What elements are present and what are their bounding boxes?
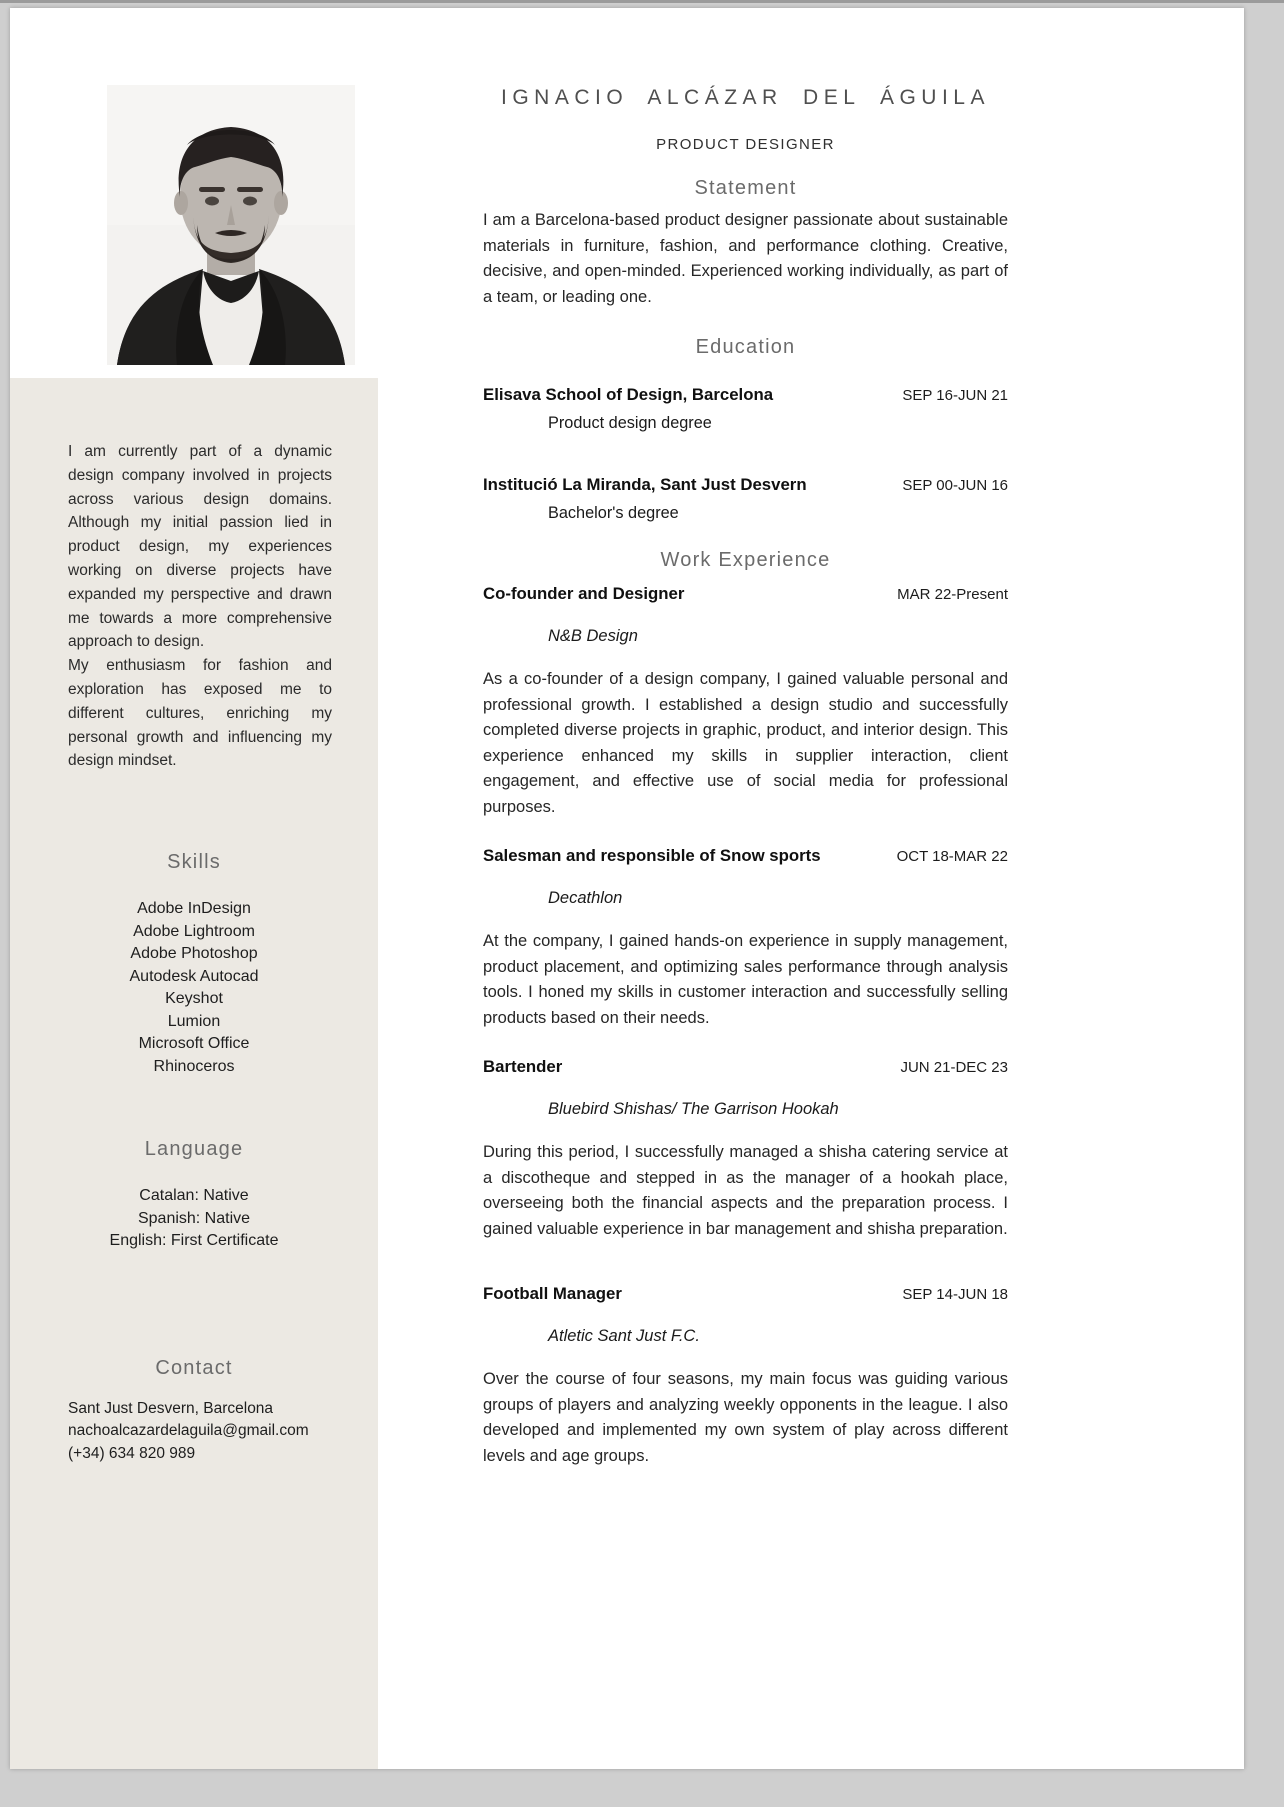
education-school: Institució La Miranda, Sant Just Desvern [483, 475, 807, 494]
skills-list [10, 898, 378, 1078]
about-text [10, 440, 378, 773]
education-dates: SEP 16-JUN 21 [902, 387, 1008, 404]
education-degree: Product design degree [548, 414, 712, 432]
experience-entry [483, 1284, 1008, 1304]
education-dates: SEP 00-JUN 16 [902, 477, 1008, 494]
portrait-photo-image [107, 85, 355, 365]
experience-company: Atletic Sant Just F.C. [548, 1327, 700, 1345]
about-paragraph-1: I am currently part of a dynamic design company involved in projects across various design domains. Although my initial passion lied in product design, my experiences working on diverse projects have expanded my perspective and drawn me towards a more comprehensive approach to design. [68, 443, 332, 651]
person-name: IGNACIO ALCÁZAR DEL ÁGUILA [501, 86, 990, 109]
contact-location: Sant Just Desvern, Barcelona [68, 1399, 274, 1417]
experience-dates: MAR 22-Present [897, 586, 1008, 603]
contact-list [10, 1398, 378, 1466]
skill-item: Microsoft Office [138, 1035, 250, 1053]
experience-entry [483, 1057, 1008, 1077]
experience-role: Football Manager [483, 1284, 622, 1303]
statement-heading: Statement [694, 177, 797, 199]
language-list [10, 1185, 378, 1253]
main-column [483, 86, 1008, 1469]
experience-dates: OCT 18-MAR 22 [896, 848, 1008, 865]
skill-item: Keyshot [165, 990, 223, 1008]
skills-heading: Skills [167, 851, 221, 874]
experience-description: At the company, I gained hands-on experience in supply management, product placement, and optimizing sales performance through analysis tools. I honed my skills in customer interaction and successfully selling products based on their needs. [483, 932, 1008, 1027]
education-degree: Bachelor's degree [548, 504, 679, 522]
sidebar [10, 378, 378, 1769]
contact-phone: (+34) 634 820 989 [68, 1444, 196, 1462]
experience-description: During this period, I successfully managed a shisha catering service at a discotheque and stepped in as the manager of a hookah place, overseeing both the financial aspects and the preparation process. I gained valuable experience in bar management and shisha preparation. [483, 1143, 1008, 1238]
experience-company: N&B Design [548, 627, 638, 645]
statement-text: I am a Barcelona-based product designer passionate about sustainable materials in furniture, fashion, and performance clothing. Creative, decisive, and open-minded. Experienced working individually, as part of a team, or leading one. [483, 211, 1008, 306]
experience-entry [483, 584, 1008, 604]
experience-description: Over the course of four seasons, my main focus was guiding various groups of players and analyzing weekly opponents in the league. I also developed and implemented my own system of play across different levels and age groups. [483, 1370, 1008, 1465]
education-entry [483, 475, 1008, 495]
experience-description: As a co-founder of a design company, I gained valuable personal and professional growth. I established a design studio and successfully completed diverse projects in graphic, product, and interior design. This experience enhanced my skills in supplier interaction, client engagement, and effective use of social media for professional purposes. [483, 670, 1008, 816]
experience-role: Bartender [483, 1057, 563, 1076]
education-entry [483, 385, 1008, 405]
skill-item: Autodesk Autocad [129, 967, 259, 985]
skill-item: Adobe Photoshop [130, 945, 258, 963]
experience-dates: JUN 21-DEC 23 [900, 1059, 1008, 1076]
skill-item: Rhinoceros [153, 1057, 235, 1075]
work-experience-heading: Work Experience [660, 549, 831, 571]
education-school: Elisava School of Design, Barcelona [483, 385, 774, 404]
experience-company: Decathlon [548, 889, 623, 907]
language-item: English: First Certificate [109, 1232, 279, 1250]
skill-item: Adobe InDesign [137, 900, 251, 918]
experience-role: Salesman and responsible of Snow sports [483, 846, 821, 865]
experience-dates: SEP 14-JUN 18 [902, 1286, 1008, 1303]
resume-page [10, 8, 1244, 1769]
experience-entry [483, 846, 1008, 866]
job-title: PRODUCT DESIGNER [656, 136, 835, 153]
language-heading: Language [144, 1138, 244, 1161]
language-item: Catalan: Native [139, 1187, 249, 1205]
skill-item: Lumion [167, 1012, 221, 1030]
education-heading: Education [695, 336, 796, 358]
experience-role: Co-founder and Designer [483, 584, 685, 603]
contact-email: nachoalcazardelaguila@gmail.com [68, 1422, 309, 1440]
contact-heading: Contact [155, 1356, 233, 1379]
skill-item: Adobe Lightroom [133, 922, 255, 940]
experience-company: Bluebird Shishas/ The Garrison Hookah [548, 1100, 839, 1118]
language-item: Spanish: Native [137, 1209, 251, 1227]
portrait-photo [107, 85, 355, 365]
viewport-top-edge [0, 0, 1284, 3]
about-paragraph-2: My enthusiasm for fashion and exploration has exposed me to different cultures, enriching my personal growth and influencing my design mindset. [68, 657, 332, 770]
